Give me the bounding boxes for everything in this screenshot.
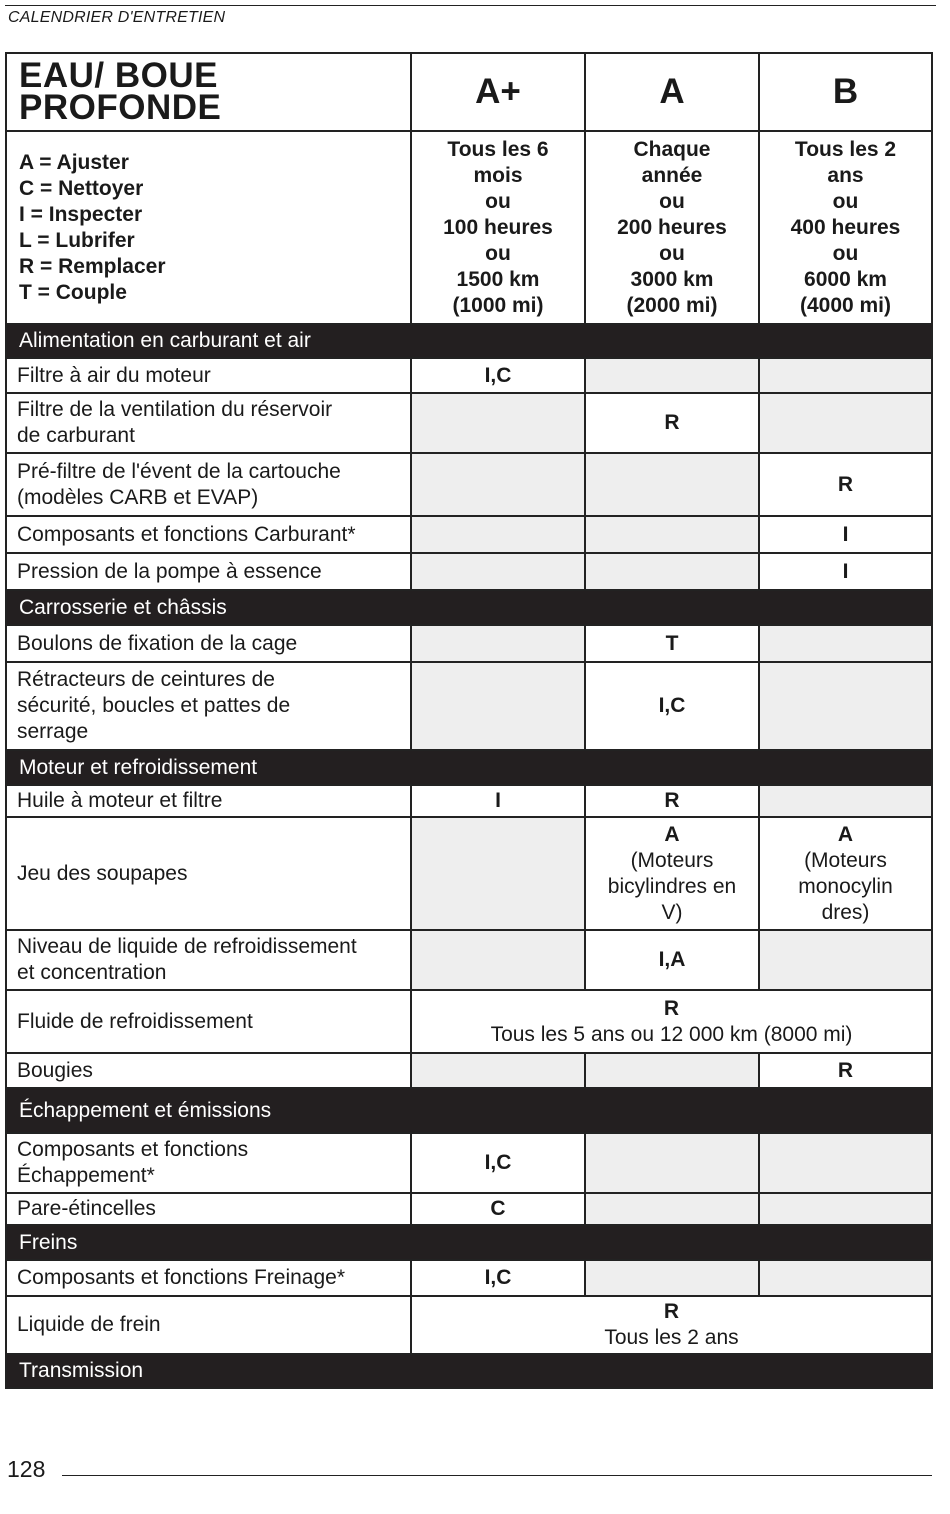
- table-row: [6, 453, 932, 516]
- table-row: [6, 990, 932, 1053]
- cell-note: V): [661, 900, 683, 924]
- cell-a: [585, 516, 759, 553]
- cell-b: R: [759, 1053, 932, 1088]
- cell-aplus: [411, 930, 585, 990]
- category-row: [6, 1225, 932, 1260]
- row-label-line: sécurité, boucles et pattes de: [17, 694, 291, 717]
- cell-aplus: I,C: [411, 358, 585, 393]
- row-label: Pare-étincelles: [6, 1193, 411, 1225]
- category-row: [6, 1088, 932, 1133]
- row-label-line: de carburant: [17, 424, 135, 447]
- cell-aplus: [411, 1053, 585, 1088]
- table-row: [6, 817, 932, 930]
- cell-b: [759, 625, 932, 662]
- category-label: Freins: [6, 1225, 932, 1260]
- category-row: [6, 1354, 932, 1388]
- cell-note: dres): [821, 900, 870, 924]
- interval-line: 200 heures: [617, 215, 727, 239]
- interval-line: année: [641, 163, 703, 187]
- row-label: Jeu des soupapes: [6, 817, 411, 930]
- row-label-line: Échappement*: [17, 1164, 155, 1187]
- cell-a: R: [585, 785, 759, 817]
- interval-b: [759, 131, 932, 324]
- row-label: Pression de la pompe à essence: [6, 553, 411, 590]
- maintenance-schedule-table: [5, 52, 933, 1389]
- cell-a: [585, 1193, 759, 1225]
- row-label-line: Niveau de liquide de refroidissement: [17, 935, 357, 958]
- cell-aplus: [411, 516, 585, 553]
- interval-line: mois: [473, 163, 523, 187]
- row-label: Composants et fonctions Carburant*: [6, 516, 411, 553]
- row-label: Fluide de refroidissement: [6, 990, 411, 1053]
- cell-aplus: [411, 662, 585, 750]
- interval-line: ou: [659, 189, 685, 213]
- cell-aplus: [411, 553, 585, 590]
- cell-b: [759, 1193, 932, 1225]
- cell-note: (Moteurs: [804, 848, 887, 872]
- category-row: [6, 750, 932, 785]
- cell-aplus: [411, 625, 585, 662]
- category-label: Échappement et émissions: [6, 1088, 932, 1133]
- cell-a: T: [585, 625, 759, 662]
- interval-aplus: [411, 131, 585, 324]
- legend-item: I = Inspecter: [19, 202, 143, 226]
- table-row: [6, 1193, 932, 1225]
- table-row: [6, 553, 932, 590]
- cell-a: I,A: [585, 930, 759, 990]
- interval-line: 100 heures: [443, 215, 553, 239]
- row-label-line: (modèles CARB et EVAP): [17, 485, 259, 509]
- row-label-line: Filtre de la ventilation du réservoir: [17, 398, 333, 421]
- interval-line: ou: [832, 189, 859, 213]
- category-label: Alimentation en carburant et air: [6, 324, 932, 358]
- footer-rule: [62, 1475, 932, 1476]
- cell-b: I: [759, 553, 932, 590]
- interval-line: (4000 mi): [799, 293, 892, 317]
- cell-b: [759, 817, 932, 930]
- legend-item: R = Remplacer: [19, 254, 166, 278]
- row-label: Liquide de frein: [6, 1296, 411, 1354]
- row-label-line: Rétracteurs de ceintures de: [17, 668, 275, 691]
- table-title: [6, 53, 411, 131]
- table-row: [6, 1053, 932, 1088]
- row-label: [6, 1133, 411, 1193]
- cell-b: [759, 358, 932, 393]
- row-label: [6, 393, 411, 453]
- cell-note: (Moteurs: [630, 848, 714, 872]
- cell-b: [759, 930, 932, 990]
- cell-b: [759, 393, 932, 453]
- table-row: [6, 785, 932, 817]
- legend-item: L = Lubrifer: [19, 228, 135, 252]
- category-label: Moteur et refroidissement: [6, 750, 932, 785]
- table-row: [6, 1133, 932, 1193]
- interval-line: Tous les 2: [794, 137, 897, 161]
- title-line: EAU/ BOUE: [19, 56, 218, 95]
- cell-aplus: I,C: [411, 1260, 585, 1296]
- page-header: CALENDRIER D'ENTRETIEN: [8, 9, 226, 26]
- cell-b: [759, 1133, 932, 1193]
- cell-aplus: [411, 393, 585, 453]
- interval-line: 6000 km: [804, 267, 887, 291]
- interval-line: (1000 mi): [452, 293, 544, 317]
- row-label: Boulons de fixation de la cage: [6, 625, 411, 662]
- row-label: Composants et fonctions Freinage*: [6, 1260, 411, 1296]
- cell-b: [759, 785, 932, 817]
- row-label: Bougies: [6, 1053, 411, 1088]
- legend-item: T = Couple: [19, 280, 127, 304]
- title-line: PROFONDE: [19, 88, 222, 127]
- cell-span: [411, 1296, 932, 1354]
- interval-line: ou: [485, 189, 511, 213]
- category-label: Carrosserie et châssis: [6, 590, 932, 625]
- legend: [6, 131, 411, 324]
- cell-note: monocylin: [798, 874, 893, 898]
- cell-a: [585, 553, 759, 590]
- legend-item: C = Nettoyer: [19, 176, 144, 200]
- table-row: [6, 625, 932, 662]
- cell-a: [585, 1133, 759, 1193]
- cell-note: Tous les 5 ans ou 12 000 km (8000 mi): [490, 1022, 853, 1046]
- row-label: [6, 453, 411, 516]
- table-row: [6, 1260, 932, 1296]
- col-head-aplus: A+: [411, 53, 585, 131]
- interval-line: ans: [827, 163, 864, 187]
- cell-aplus: I: [411, 785, 585, 817]
- cell-a: [585, 1260, 759, 1296]
- table-row: [6, 1296, 932, 1354]
- interval-a: [585, 131, 759, 324]
- interval-line: 400 heures: [790, 215, 901, 239]
- interval-line: ou: [485, 241, 511, 265]
- row-label: Filtre à air du moteur: [6, 358, 411, 393]
- cell-b: [759, 662, 932, 750]
- row-label-line: serrage: [17, 720, 89, 743]
- interval-line: Tous les 6: [447, 137, 549, 161]
- interval-line: (2000 mi): [626, 293, 718, 317]
- interval-line: ou: [659, 241, 685, 265]
- legend-row: [6, 131, 932, 324]
- cell-aplus: [411, 453, 585, 516]
- cell-a: [585, 453, 759, 516]
- row-label: [6, 662, 411, 750]
- table-row: [6, 930, 932, 990]
- header-rule: [5, 5, 936, 6]
- cell-a: [585, 1053, 759, 1088]
- row-label: Huile à moteur et filtre: [6, 785, 411, 817]
- cell-aplus: I,C: [411, 1133, 585, 1193]
- row-label-line: Composants et fonctions: [17, 1138, 249, 1161]
- cell-value: R: [663, 1300, 680, 1323]
- cell-a: I,C: [585, 662, 759, 750]
- interval-line: ou: [832, 241, 859, 265]
- table-header-row: [6, 53, 932, 131]
- cell-b: R: [759, 453, 932, 516]
- cell-value: A: [837, 822, 854, 846]
- row-label: [6, 930, 411, 990]
- cell-a: [585, 358, 759, 393]
- cell-b: [759, 1260, 932, 1296]
- category-row: [6, 590, 932, 625]
- cell-aplus: [411, 817, 585, 930]
- category-row: [6, 324, 932, 358]
- table-row: [6, 358, 932, 393]
- row-label-line: Pré-filtre de l'évent de la cartouche: [17, 459, 341, 483]
- legend-item: A = Ajuster: [19, 150, 129, 174]
- interval-line: 3000 km: [630, 267, 714, 291]
- cell-value: A: [664, 822, 680, 846]
- col-head-b: B: [759, 53, 932, 131]
- cell-span: [411, 990, 932, 1053]
- cell-note: bicylindres en: [607, 874, 737, 898]
- cell-value: R: [663, 996, 680, 1020]
- interval-line: 1500 km: [456, 267, 540, 291]
- table-row: [6, 662, 932, 750]
- cell-a: [585, 817, 759, 930]
- cell-note: Tous les 2 ans: [604, 1326, 739, 1349]
- table-row: [6, 516, 932, 553]
- page-number: 128: [7, 1456, 46, 1482]
- interval-line: Chaque: [633, 137, 711, 161]
- category-label: Transmission: [6, 1354, 932, 1388]
- cell-aplus: C: [411, 1193, 585, 1225]
- col-head-a: A: [585, 53, 759, 131]
- cell-a: R: [585, 393, 759, 453]
- table-row: [6, 393, 932, 453]
- cell-b: I: [759, 516, 932, 553]
- row-label-line: et concentration: [17, 961, 167, 984]
